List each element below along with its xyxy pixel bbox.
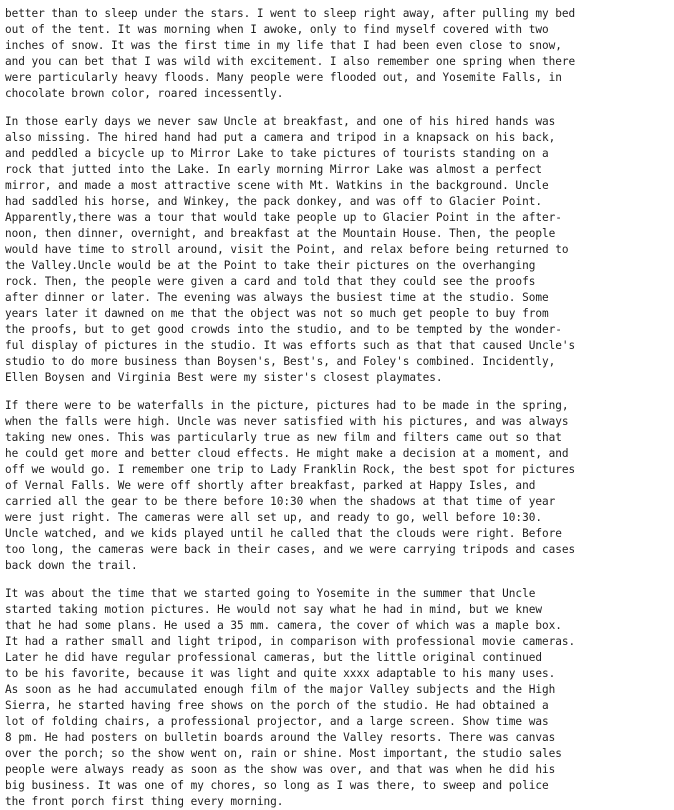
paragraph-4	[5, 586, 666, 810]
text-line: out of the tent. It was morning when I awoke, only to find myself covered with two	[5, 23, 549, 36]
text-line: Ellen Boysen and Virginia Best were my sister's closest playmates.	[5, 371, 443, 384]
text-line: too long, the cameras were back in their cases, and we were carrying tripods and cases	[5, 543, 576, 556]
text-line: also missing. The hired hand had put a camera and tripod in a knapsack on his back,	[5, 131, 556, 144]
text-line: 8 pm. He had posters on bulletin boards around the Valley resorts. There was canvas	[5, 731, 556, 744]
text-line: Uncle watched, and we kids played until he called that the clouds were right. Before	[5, 527, 562, 540]
text-line: It had a rather small and light tripod, in comparison with professional movie cameras.	[5, 635, 576, 648]
text-line: to be his favorite, because it was light and quite xxxx adaptable to his many uses.	[5, 667, 556, 680]
text-line: In those early days we never saw Uncle at breakfast, and one of his hired hands was	[5, 115, 556, 128]
text-line: the Valley.Uncle would be at the Point to take their pictures on the overhanging	[5, 259, 536, 272]
paragraph-2	[5, 114, 666, 386]
text-line: and you can bet that I was wild with excitement. I also remember one spring when there	[5, 55, 576, 68]
text-line: people were always ready as soon as the show was over, and that was when he did his	[5, 763, 556, 776]
paragraph-3	[5, 398, 666, 574]
text-line: Sierra, he started having free shows on the porch of the studio. He had obtained a	[5, 699, 549, 712]
text-line: started taking motion pictures. He would not say what he had in mind, but we knew	[5, 603, 542, 616]
text-line: when the falls were high. Uncle was never satisfied with his pictures, and was always	[5, 415, 569, 428]
text-line: rock. Then, the people were given a card and told that they could see the proofs	[5, 275, 536, 288]
text-line: better than to sleep under the stars. I went to sleep right away, after pulling my bed	[5, 7, 576, 20]
text-line: were just right. The cameras were all set up, and ready to go, well before 10:30.	[5, 511, 542, 524]
text-line: Apparently,there was a tour that would take people up to Glacier Point in the after-	[5, 211, 562, 224]
text-line: If there were to be waterfalls in the picture, pictures had to be made in the spring,	[5, 399, 569, 412]
paragraph-1	[5, 6, 666, 102]
text-line: ful display of pictures in the studio. It was efforts such as that that caused Uncle's	[5, 339, 576, 352]
text-line: Later he did have regular professional cameras, but the little original continued	[5, 651, 542, 664]
text-line: As soon as he had accumulated enough film of the major Valley subjects and the High	[5, 683, 556, 696]
text-line: after dinner or later. The evening was always the busiest time at the studio. Some	[5, 291, 549, 304]
text-line: were particularly heavy floods. Many people were flooded out, and Yosemite Falls, in	[5, 71, 562, 84]
text-line: back down the trail.	[5, 559, 138, 572]
text-line: noon, then dinner, overnight, and breakfast at the Mountain House. Then, the people	[5, 227, 556, 240]
text-line: years later it dawned on me that the object was not so much get people to buy from	[5, 307, 549, 320]
text-line: studio to do more business than Boysen's, Best's, and Foley's combined. Incidently,	[5, 355, 556, 368]
text-line: big business. It was one of my chores, so long as I was there, to sweep and police	[5, 779, 549, 792]
text-line: rock that jutted into the Lake. In early morning Mirror Lake was almost a perfect	[5, 163, 542, 176]
text-line: the proofs, but to get good crowds into the studio, and to be tempted by the wonder-	[5, 323, 562, 336]
text-line: the front porch first thing every morning.	[5, 795, 284, 808]
text-line: that he had some plans. He used a 35 mm. camera, the cover of which was a maple box.	[5, 619, 562, 632]
text-line: off we would go. I remember one trip to Lady Franklin Rock, the best spot for pictures	[5, 463, 576, 476]
text-line: of Vernal Falls. We were off shortly after breakfast, parked at Happy Isles, and	[5, 479, 536, 492]
text-line: chocolate brown color, roared incessently.	[5, 87, 284, 100]
text-line: mirror, and made a most attractive scene with Mt. Watkins in the background. Uncle	[5, 179, 549, 192]
text-line: It was about the time that we started going to Yosemite in the summer that Uncle	[5, 587, 536, 600]
text-line: over the porch; so the show went on, rain or shine. Most important, the studio sales	[5, 747, 562, 760]
text-line: he could get more and better cloud effects. He might make a decision at a moment, and	[5, 447, 569, 460]
text-line: would have time to stroll around, visit the Point, and relax before being returned to	[5, 243, 569, 256]
text-line: inches of snow. It was the first time in my life that I had been even close to snow,	[5, 39, 562, 52]
text-line: and peddled a bicycle up to Mirror Lake to take pictures of tourists standing on a	[5, 147, 549, 160]
text-line: carried all the gear to be there before 10:30 when the shadows at that time of year	[5, 495, 556, 508]
text-line: had saddled his horse, and Winkey, the pack donkey, and was off to Glacier Point.	[5, 195, 542, 208]
text-line: lot of folding chairs, a professional projector, and a large screen. Show time was	[5, 715, 549, 728]
text-line: taking new ones. This was particularly true as new film and filters came out so that	[5, 431, 562, 444]
